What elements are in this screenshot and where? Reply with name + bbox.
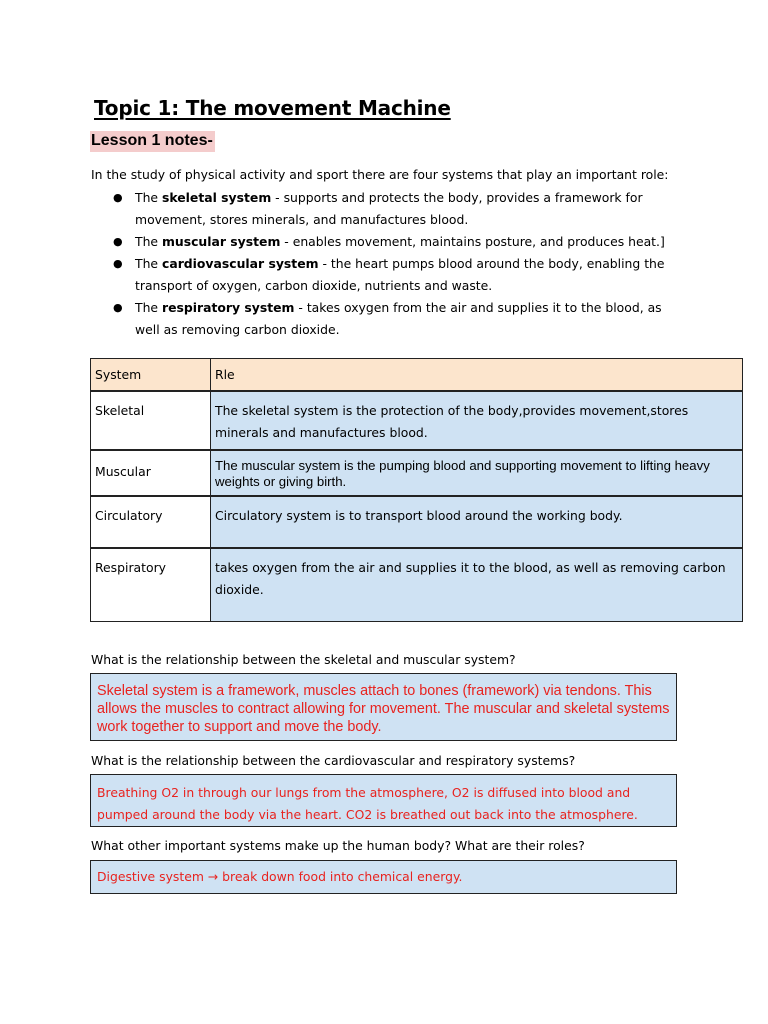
cell-role: takes oxygen from the air and supplies it to the blood, as well as removing carbon dioxide.	[211, 548, 743, 622]
page-title: Topic 1: The movement Machine	[94, 96, 451, 120]
question-2: What is the relationship between the cardiovascular and respiratory systems?	[91, 753, 576, 768]
answer-box-1[interactable]: Skeletal system is a framework, muscles attach to bones (framework) via tendons. This allows the muscles to contract allowing for movement. The muscular and skeletal systems work together to support and move the body.	[90, 673, 677, 741]
table-header-row	[91, 359, 743, 392]
bullet-icon: ●	[113, 301, 123, 314]
answer-box-3[interactable]: Digestive system → break down food into chemical energy.	[90, 860, 677, 894]
cell-role: Circulatory system is to transport blood around the working body.	[211, 496, 743, 548]
table-row	[91, 548, 743, 622]
cell-system: Skeletal	[91, 391, 211, 450]
bullet-icon: ●	[113, 235, 123, 248]
cell-system: Muscular	[91, 450, 211, 496]
cell-role: The muscular system is the pumping blood and supporting movement to lifting heavy weights or giving birth.	[211, 450, 743, 496]
header-role: Rle	[211, 359, 743, 392]
list-item: ● The cardiovascular system - the heart pumps blood around the body, enabling the transport of oxygen, carbon dioxide, nutrients and waste.	[111, 253, 671, 297]
cell-role: The skeletal system is the protection of the body,provides movement,stores minerals and manufactures blood.	[211, 391, 743, 450]
cell-system: Respiratory	[91, 548, 211, 622]
systems-table	[90, 358, 743, 622]
lesson-heading: Lesson 1 notes-	[90, 131, 215, 152]
answer-box-2[interactable]: Breathing O2 in through our lungs from the atmosphere, O2 is diffused into blood and pumped around the body via the heart. CO2 is breathed out back into the atmosphere.	[90, 774, 677, 827]
question-1: What is the relationship between the skeletal and muscular system?	[91, 652, 516, 667]
table-row	[91, 391, 743, 450]
systems-list	[111, 187, 671, 341]
table-row	[91, 496, 743, 548]
bullet-icon: ●	[113, 257, 123, 270]
question-3: What other important systems make up the human body? What are their roles?	[91, 838, 585, 853]
bullet-icon: ●	[113, 191, 123, 204]
list-item: ● The respiratory system - takes oxygen from the air and supplies it to the blood, as well as removing carbon dioxide.	[111, 297, 671, 341]
list-item: ● The skeletal system - supports and protects the body, provides a framework for movement, stores minerals, and manufactures blood.	[111, 187, 671, 231]
header-system: System	[91, 359, 211, 392]
cell-system: Circulatory	[91, 496, 211, 548]
intro-paragraph: In the study of physical activity and sport there are four systems that play an important role:	[91, 167, 669, 182]
list-item: ● The muscular system - enables movement, maintains posture, and produces heat.]	[111, 231, 671, 253]
table-row	[91, 450, 743, 496]
